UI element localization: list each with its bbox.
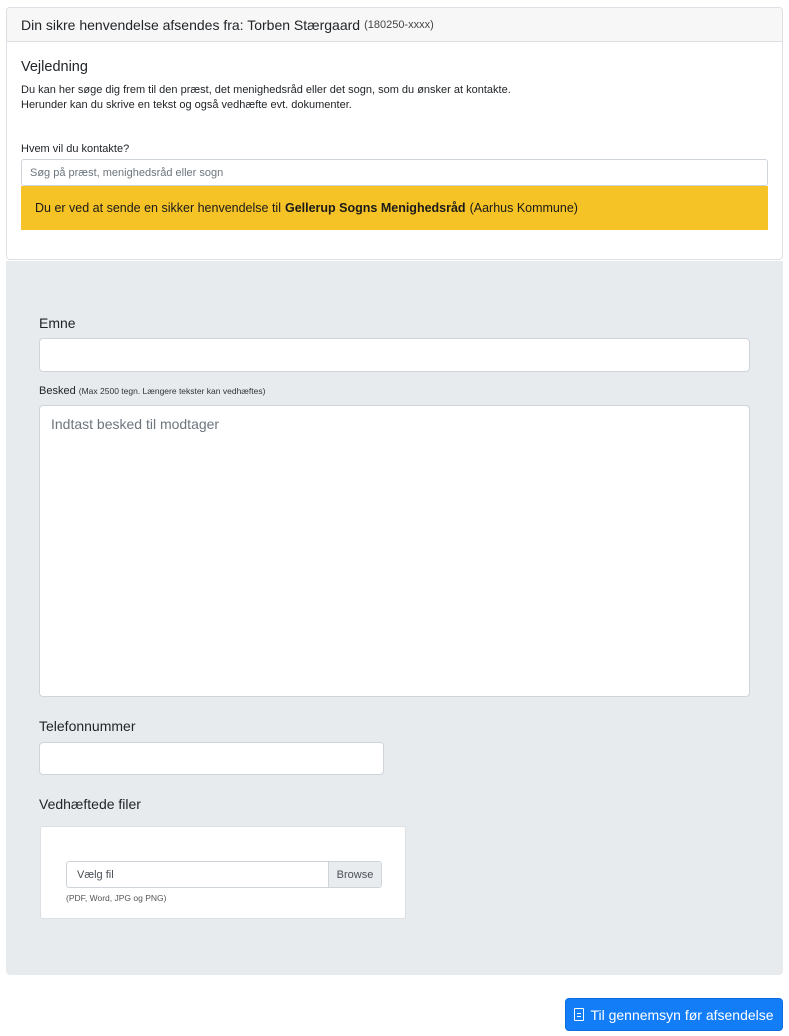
message-textarea[interactable] [39,405,750,697]
subject-input[interactable] [39,338,750,372]
contact-label: Hvem vil du kontakte? [21,143,130,155]
guide-line-1: Du kan her søge dig frem til den præst, det menighedsråd eller det sogn, som du ønsker at kontakte. [21,84,511,96]
guide-title: Vejledning [21,59,88,75]
file-types-hint: (PDF, Word, JPG og PNG) [66,893,167,903]
file-picker-text[interactable]: Vælg fil [77,868,114,881]
phone-input[interactable] [39,742,384,775]
phone-label: Telefonnummer [39,718,136,734]
recipient-municipality: (Aarhus Kommune) [469,201,578,215]
sender-text: Din sikre henvendelse afsendes fra: Torben Stærgaard [21,16,361,33]
recipient-alert [21,186,768,230]
browse-button[interactable]: Browse [328,862,381,887]
attachments-box [40,826,406,919]
attachments-label: Vedhæftede filer [39,796,141,812]
guide-line-2: Herunder kan du skrive en tekst og også vedhæfte evt. dokumenter. [21,99,352,111]
sender-cpr: (180250-xxxx) [364,18,434,31]
message-hint: (Max 2500 tegn. Længere tekster kan vedhæftes) [78,386,266,396]
preview-submit-label: Til gennemsyn før afsendelse [590,1006,774,1023]
preview-submit-button[interactable] [565,998,783,1031]
sender-card [6,7,783,260]
recipient-prefix: Du er ved at sende en sikker henvendelse til [35,201,281,215]
message-label-row [39,385,265,397]
subject-label: Emne [39,315,76,331]
sender-header [7,8,782,42]
guide-section [7,59,782,230]
recipient-search-input[interactable] [21,159,768,186]
document-icon [574,1008,584,1021]
message-label: Besked [39,385,76,397]
recipient-name: Gellerup Sogns Menighedsråd [284,201,466,215]
file-picker[interactable] [66,861,382,888]
message-form [6,261,783,975]
